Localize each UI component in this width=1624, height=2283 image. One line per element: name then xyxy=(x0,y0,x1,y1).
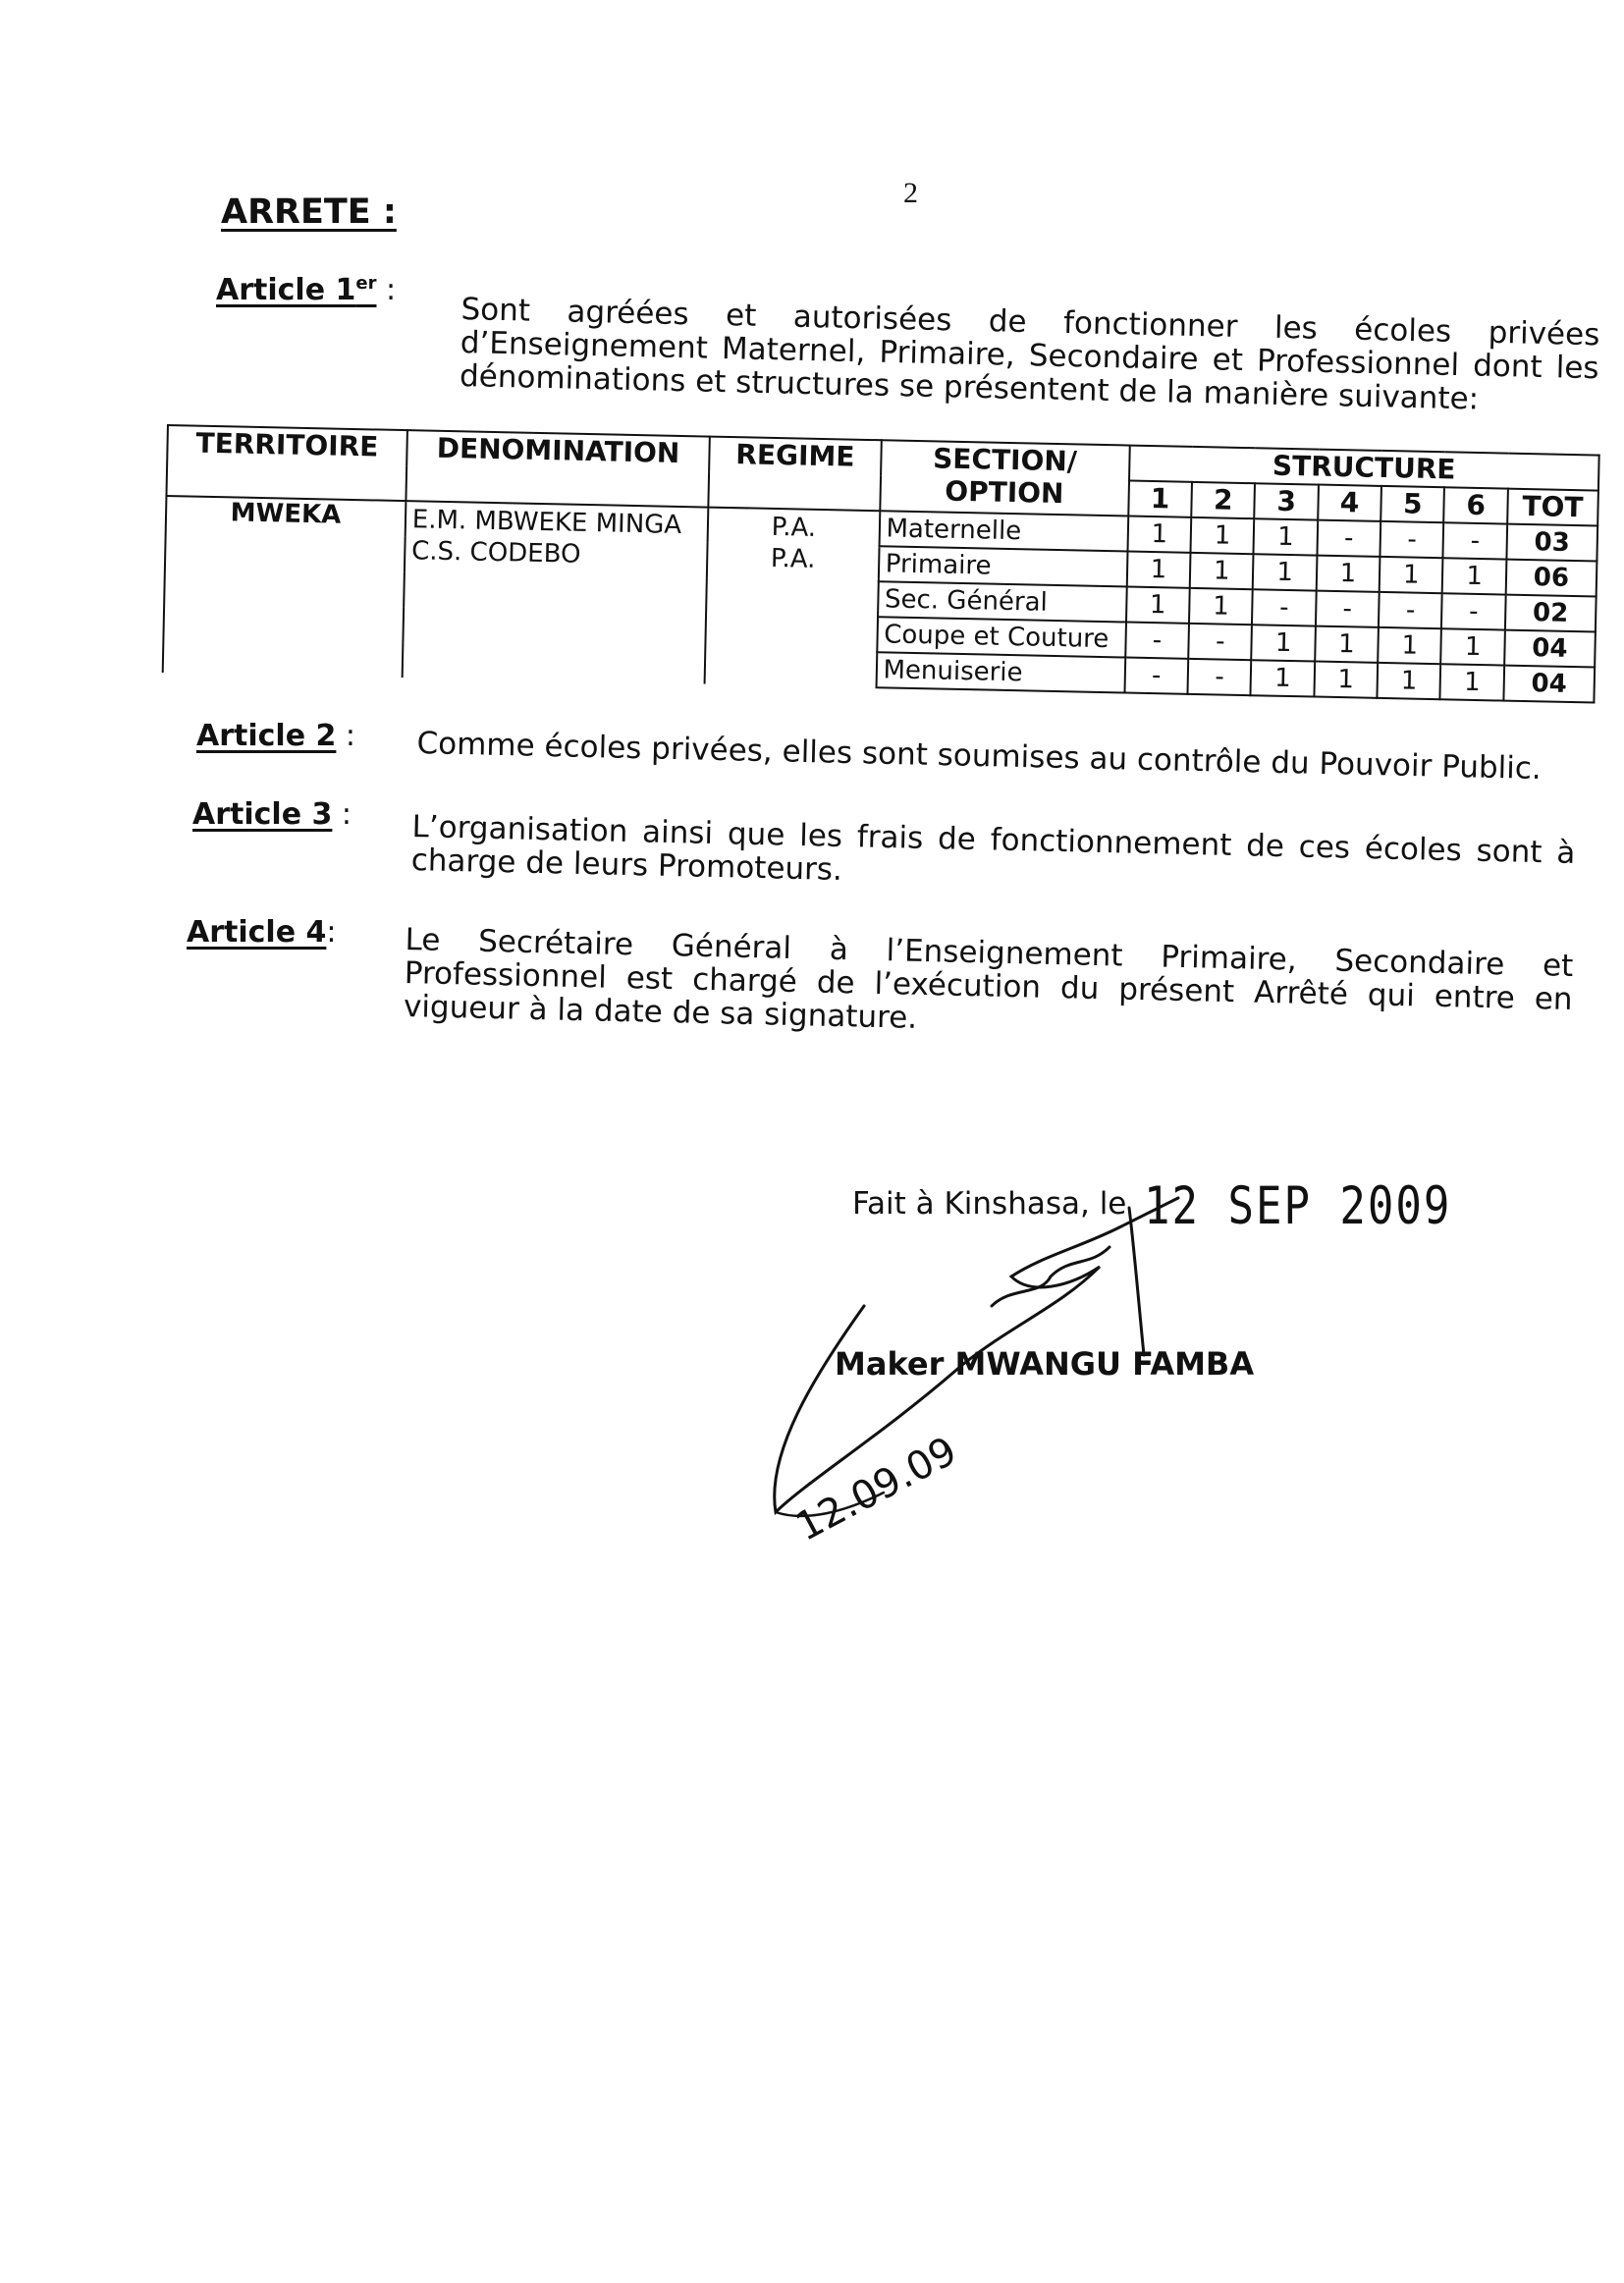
place-line: Fait à Kinshasa, le xyxy=(852,1186,1127,1222)
cell-value: 1 xyxy=(1126,587,1190,624)
cell-value: 1 xyxy=(1316,556,1380,592)
handwritten-signature xyxy=(746,1188,1257,1601)
article-1-text: Sont agréées et autorisées de fonctionner les écoles privées d’Enseignement Maternel, Primaire, Secondaire et Professionnel dont les dénominations et structures se présentent de la manière suivante: xyxy=(459,292,1600,417)
article-3-label: Article 3 : xyxy=(192,797,352,832)
article-2-label: Article 2 : xyxy=(196,719,356,753)
cell-value: - xyxy=(1188,659,1252,695)
header-col-2: 2 xyxy=(1191,482,1255,518)
cell-value: - xyxy=(1316,591,1380,627)
header-regime: REGIME xyxy=(709,437,882,512)
schools-table-wrapper xyxy=(162,424,1600,704)
cell-value: 1 xyxy=(1380,557,1443,593)
cell-total: 04 xyxy=(1503,666,1595,703)
cell-value: 1 xyxy=(1440,664,1504,700)
page-number: 2 xyxy=(903,177,918,209)
table-header-row xyxy=(167,425,1598,491)
cell-value: - xyxy=(1252,589,1316,625)
cell-value: 1 xyxy=(1378,663,1441,699)
header-col-5: 5 xyxy=(1380,486,1444,522)
cell-value: - xyxy=(1441,593,1505,629)
cell-total: 02 xyxy=(1505,595,1597,632)
cell-value: 1 xyxy=(1126,552,1190,588)
cell-value: - xyxy=(1317,520,1380,557)
cell-total: 03 xyxy=(1506,524,1597,562)
cell-value: 1 xyxy=(1442,558,1506,594)
header-col-6: 6 xyxy=(1444,487,1508,523)
cell-value: 1 xyxy=(1190,553,1254,589)
cell-value: 1 xyxy=(1378,627,1441,664)
cell-value: 1 xyxy=(1253,554,1317,590)
cell-section: Coupe et Couture xyxy=(877,617,1126,657)
cell-value: - xyxy=(1379,592,1442,628)
signer-name: Maker MWANGU FAMBA xyxy=(835,1345,1255,1383)
article-4-label: Article 4: xyxy=(187,915,337,950)
cell-value: 1 xyxy=(1251,660,1315,696)
header-structure: STRUCTURE xyxy=(1129,446,1599,491)
cell-section: Sec. Général xyxy=(878,581,1127,622)
cell-total: 04 xyxy=(1504,630,1596,668)
cell-total: 06 xyxy=(1505,560,1597,597)
cell-value: 1 xyxy=(1441,628,1505,665)
cell-value: 1 xyxy=(1315,626,1379,663)
cell-value: 1 xyxy=(1252,625,1316,661)
cell-section: Maternelle xyxy=(879,511,1128,551)
header-col-3: 3 xyxy=(1255,483,1319,519)
article-4-text: Le Secrétaire Général à l’Enseignement Primaire, Secondaire et Professionnel est chargé de l’exécution du présent Arrêté qui entre en vigueur à la date de sa signature. xyxy=(403,922,1574,1036)
cell-value: 1 xyxy=(1254,518,1318,555)
cell-value: - xyxy=(1443,522,1507,559)
decree-heading: ARRETE : xyxy=(221,192,397,232)
article-3-text: L’organisation ainsi que les frais de fonctionnement de ces écoles sont à charge de leurs Promoteurs. xyxy=(410,809,1576,888)
cell-value: 1 xyxy=(1314,662,1378,698)
header-col-tot: TOT xyxy=(1507,489,1598,526)
header-denomination: DENOMINATION xyxy=(406,430,710,507)
article-1-label: Article 1er : xyxy=(216,273,397,307)
cell-section: Menuiserie xyxy=(876,652,1125,692)
schools-table xyxy=(162,424,1600,704)
header-col-4: 4 xyxy=(1318,485,1381,521)
cell-value: - xyxy=(1125,622,1189,658)
header-section: SECTION/ OPTION xyxy=(880,440,1130,516)
cell-value: - xyxy=(1124,657,1188,693)
header-territoire: TERRITOIRE xyxy=(166,425,406,501)
header-col-1: 1 xyxy=(1128,481,1192,517)
cell-territoire: MWEKA xyxy=(163,496,406,678)
article-2-text: Comme écoles privées, elles sont soumises au contrôle du Pouvoir Public. xyxy=(416,726,1543,787)
date-stamp: 12 SEP 2009 xyxy=(1144,1176,1452,1237)
cell-value: 1 xyxy=(1191,517,1255,554)
cell-value: 1 xyxy=(1127,516,1191,553)
handwritten-date: 12.09.09 xyxy=(788,1428,964,1550)
cell-denomination-2: C.S. CODEBO xyxy=(402,536,707,683)
cell-value: - xyxy=(1188,624,1252,660)
cell-section: Primaire xyxy=(878,546,1127,586)
cell-regime-2: P.A. xyxy=(705,543,879,688)
cell-value: 1 xyxy=(1189,588,1253,625)
cell-denomination-1: E.M. MBWEKE MINGA xyxy=(405,501,708,542)
cell-value: - xyxy=(1380,521,1444,558)
cell-regime-1: P.A. xyxy=(708,508,880,547)
